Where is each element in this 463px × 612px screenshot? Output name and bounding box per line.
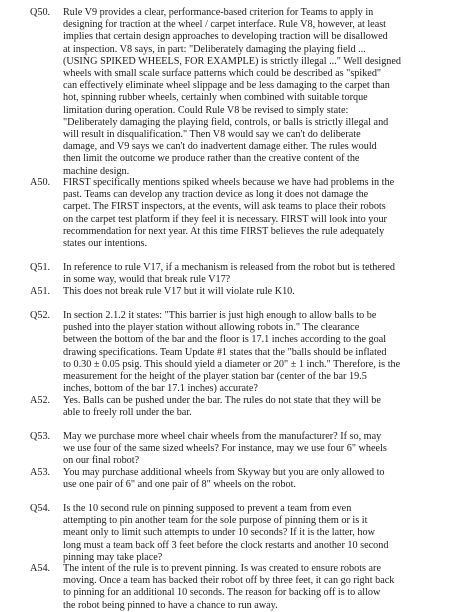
entry-text (63, 262, 455, 286)
entry-text (63, 503, 455, 564)
text-line: This does not break rule V17 but it will violate rule K10. (63, 286, 295, 297)
text-line: between the bottom of the bar and the floor is 17.1 inches according to the goal (63, 334, 387, 346)
text-line: pinning may take place? (63, 551, 163, 563)
entry-label: Q54. (30, 503, 51, 514)
text-line: implies that certain design approaches to developing traction will be disallowed (63, 31, 388, 43)
text-line: attempting to pin another team for the sole purpose of pinning them or is it (63, 515, 368, 527)
text-line: recommendation for next year. At this time FIRST believes the rule adequately (63, 225, 385, 237)
text-line: inches, bottom of the bar 17.1 inches) accurate? (63, 383, 258, 395)
question-52 (30, 310, 455, 395)
text-line: measurement for the height of the player station bar (center of the bar 19.5 (63, 371, 367, 383)
text-line: In reference to rule V17, if a mechanism is released from the robot but is tethered (63, 262, 395, 273)
text-line: states our intentions. (63, 238, 148, 250)
text-line: (USING SPIKED WHEELS, FOR EXAMPLE) is strictly illegal ..." Well designed (63, 55, 401, 67)
question-51 (30, 262, 455, 286)
text-line: long must a team back off 3 feet before the clock restarts and another 10 second (63, 539, 389, 551)
question-54 (30, 503, 455, 564)
answer-51 (30, 286, 455, 298)
entry-label: A51. (30, 286, 51, 297)
text-line: we use four of the same sized wheels? For instance, may we use four 6" wheels (63, 443, 387, 455)
text-line: past. Teams can develop any traction device as long it does not damage the (63, 189, 369, 201)
entry-label: A52. (30, 395, 51, 406)
entry-label: Q50. (30, 7, 51, 18)
text-line: carpet. The FIRST inspectors, at the events, will ask teams to place their robots (63, 201, 386, 213)
entry-label: Q51. (30, 262, 51, 273)
entry-text (63, 395, 455, 419)
answer-53 (30, 467, 455, 491)
entry-text (63, 467, 455, 491)
text-line: on the carpet test platform if they feel it is necessary. FIRST will look into your (63, 213, 387, 225)
entry-text (63, 310, 455, 395)
text-line: limitation during operation. Could Rule V8 be revised to simply state: (63, 104, 349, 116)
text-line: will result in disqualification." Then V8 would say we can't do deliberate (63, 129, 361, 141)
text-line: drawing specifications. Team Update #1 states that the "balls should be inflated (63, 346, 387, 358)
text-line: Is the 10 second rule on pinning supposed to prevent a team from even (63, 503, 352, 514)
text-line: to pinning for an additional 10 seconds. The reason for backing off is to allow (63, 587, 381, 599)
text-line: The intent of the rule is to prevent pinning. Is was created to ensure robots are (63, 563, 381, 574)
entry-text (63, 431, 455, 468)
text-line: meant only to limit such attempts to under 10 seconds? If it is the latter, how (63, 527, 375, 539)
text-line: machine design. (63, 165, 130, 177)
text-line: "Deliberately damaging the playing field, controls, or balls is strictly illegal and (63, 116, 389, 128)
text-line: able to freely roll under the bar. (63, 407, 192, 419)
entry-label: A53. (30, 467, 51, 478)
entry-text (63, 563, 455, 612)
text-line: to 0.30 ± 0.05 psig. This should yield a diameter or 20" ± 1 inch." Therefore, is the (63, 358, 401, 370)
text-line: wheels with small scale surface patterns which could be described as "spiked" (63, 68, 382, 80)
question-50 (30, 7, 455, 178)
text-line: FIRST specifically mentions spiked wheels because we have had problems in the (63, 177, 395, 188)
text-line: moving. Once a team has backed their robot off by three feet, it can go right back (63, 575, 395, 587)
text-line: on our final robot? (63, 455, 140, 467)
text-line: then limit the outcome we produce rather than the creative content of the (63, 153, 360, 165)
question-53 (30, 431, 455, 468)
entry-text (63, 177, 455, 250)
text-line: the robot being pinned to have a chance to run away. (63, 599, 278, 611)
answer-52 (30, 395, 455, 419)
entry-label: A54. (30, 563, 51, 574)
answer-50 (30, 177, 455, 250)
text-line: can effectively eliminate wheel slippage and be less damaging to the carpet than (63, 80, 390, 92)
text-line: May we purchase more wheel chair wheels from the manufacturer? If so, may (63, 431, 382, 442)
text-line: You may purchase additional wheels from Skyway but you are only allowed to (63, 467, 385, 478)
entry-text (63, 286, 455, 298)
entry-text (63, 7, 455, 178)
entry-label: A50. (30, 177, 51, 188)
text-line: damage, and V9 says we can't do inadvertent damage either. The rules would (63, 141, 377, 153)
answer-54 (30, 563, 455, 612)
text-line: in some way, would that break rule V17? (63, 274, 231, 286)
text-line: designing for traction at the wheel / carpet interface. Rule V8, however, at least (63, 19, 387, 31)
text-line: use one pair of 6" and one pair of 8" wheels on the robot. (63, 479, 296, 491)
text-line: Yes. Balls can be pushed under the bar. The rules do not state that they will be (63, 395, 381, 406)
text-line: pushed into the player station without allowing robots in." The clearance (63, 322, 360, 334)
text-line: at inspection. V8 says, in part: "Deliberately damaging the playing field ... (63, 43, 366, 55)
text-line: hot, spinning rubber wheels, certainly when combined with suitable torque (63, 92, 368, 104)
entry-label: Q53. (30, 431, 51, 442)
text-line: In section 2.1.2 it states: "This barrier is just high enough to allow balls to be (63, 310, 377, 321)
entry-label: Q52. (30, 310, 51, 321)
text-line: Rule V9 provides a clear, performance-based criterion for Teams to apply in (63, 7, 374, 18)
